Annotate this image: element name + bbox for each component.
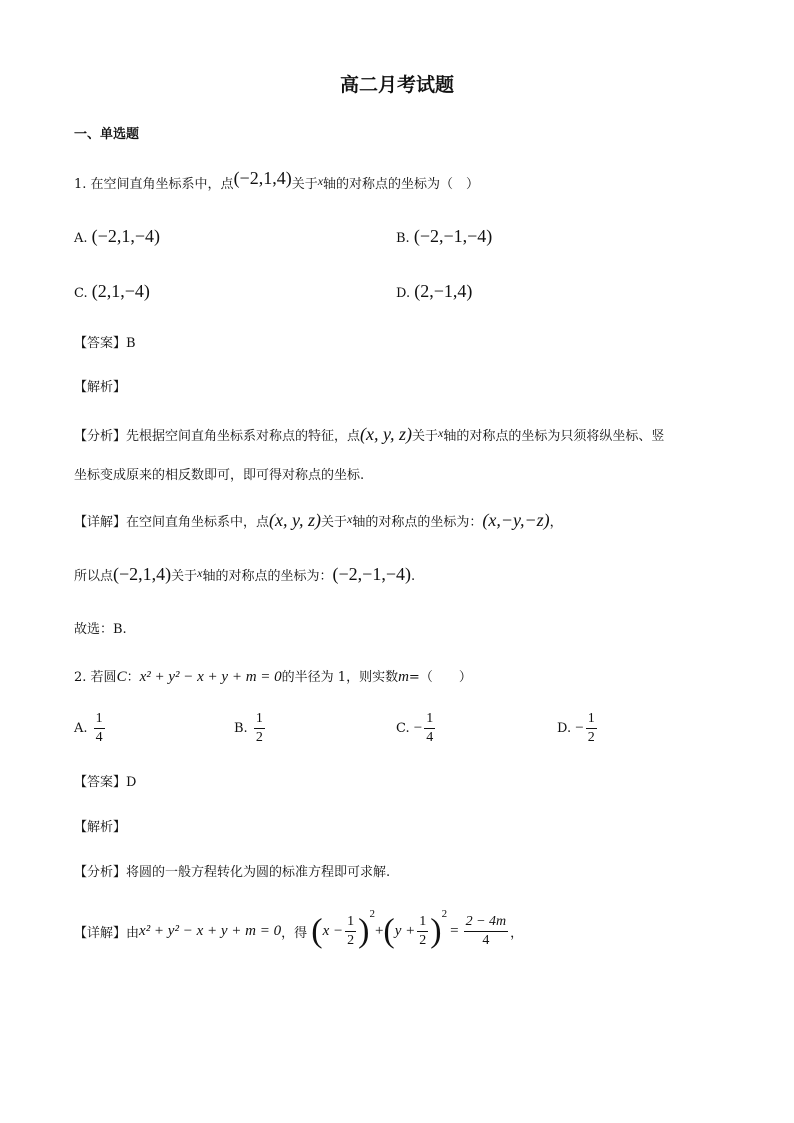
xiangjie-tag: 【详解】 <box>74 926 127 941</box>
q2-fenxi <box>74 861 390 880</box>
option-value: (−2,1,−4) <box>91 226 160 246</box>
left-paren: ( <box>311 912 323 950</box>
fraction-bar <box>94 728 105 729</box>
left-paren: ( <box>383 912 395 950</box>
option-fraction <box>94 712 105 745</box>
fraction-bar <box>464 931 509 932</box>
option-sign: − <box>575 720 584 736</box>
fraction-denominator: 4 <box>426 730 434 745</box>
option-label: B. <box>396 231 410 246</box>
q1-option-d[interactable] <box>396 281 472 302</box>
xiangjie-text: 关于 <box>321 515 348 530</box>
option-label: D. <box>557 721 572 736</box>
q2-xiangjie <box>74 908 523 949</box>
fenxi-point: (x, y, z) <box>360 424 413 444</box>
fenxi-text: 将圆的一般方程转化为圆的标准方程即可求解. <box>126 865 391 880</box>
q1-fenxi-line2: 坐标变成原来的相反数即可，即可得对称点的坐标. <box>74 468 365 483</box>
option-sign: − <box>413 720 423 736</box>
q1-fenxi-line1 <box>74 424 664 445</box>
xiangjie-text: 关于 <box>171 569 198 584</box>
square-exponent: 2 <box>369 908 375 920</box>
xiangjie-result: (x,−y,−z) <box>482 510 550 530</box>
answer-tag: 【答案】 <box>74 336 127 351</box>
xiangjie-end: ， <box>510 926 524 941</box>
right-paren: ) <box>430 912 442 950</box>
fraction-bar <box>586 728 597 729</box>
half-fraction-2 <box>417 915 428 948</box>
q1-choose: 故选：B. <box>74 622 127 637</box>
q1-option-c[interactable] <box>74 281 150 302</box>
xiangjie-point2: (−2,1,4) <box>113 564 172 584</box>
section-heading: 一、单选题 <box>74 127 140 142</box>
q2-analysis-tag: 【解析】 <box>74 820 127 835</box>
term-y-plus: y + <box>394 923 416 939</box>
q1-stem <box>74 168 480 193</box>
fraction-denominator: 2 <box>347 933 355 948</box>
q2-option-b[interactable] <box>234 712 267 745</box>
fenxi-text: 关于 <box>412 429 439 444</box>
fraction-numerator: 1 <box>419 914 427 929</box>
fraction-bar <box>417 931 428 932</box>
option-label: C. <box>396 721 410 736</box>
fraction-denominator: 4 <box>482 933 490 948</box>
q1-stem-post: 轴的对称点的坐标为（ ） <box>323 177 480 192</box>
plus-sign: + <box>374 923 384 939</box>
fraction-numerator: 1 <box>95 711 103 726</box>
fraction-numerator: 1 <box>255 711 263 726</box>
option-value: (2,−1,4) <box>414 281 473 301</box>
fraction-bar <box>345 931 356 932</box>
q1-answer <box>74 332 136 351</box>
fraction-numerator: 2 − 4m <box>465 914 507 929</box>
q2-option-c[interactable] <box>396 712 437 745</box>
square-exponent: 2 <box>441 908 448 920</box>
q1-option-b[interactable] <box>396 226 492 247</box>
q2-option-d[interactable] <box>557 712 599 745</box>
fenxi-tag: 【分析】 <box>74 429 127 444</box>
xiangjie-axis-var: x <box>347 512 353 526</box>
answer-value: B <box>126 336 136 351</box>
q1-xiangjie-line2 <box>74 564 415 585</box>
option-label: C. <box>74 286 88 301</box>
xiangjie-text: 在空间直角坐标系中，点 <box>126 515 270 530</box>
right-paren: ) <box>358 912 370 950</box>
fraction-numerator: 1 <box>347 914 355 929</box>
fraction-denominator: 4 <box>95 730 103 745</box>
option-label: B. <box>234 721 248 736</box>
fenxi-text: 先根据空间直角坐标系对称点的特征，点 <box>126 429 361 444</box>
q2-stem-mid: 的半径为 1，则实数 <box>281 670 399 685</box>
half-fraction-1 <box>345 915 356 948</box>
xiangjie-equation: x² + y² − x + y + m = 0 <box>139 923 282 939</box>
option-label: A. <box>74 721 88 736</box>
term-x-minus: x − <box>322 923 344 939</box>
q1-number: 1. <box>74 177 87 192</box>
xiangjie-axis-var2: x <box>197 566 203 580</box>
fraction-denominator: 2 <box>255 730 263 745</box>
option-value: (−2,−1,−4) <box>413 226 493 246</box>
q2-stem <box>74 666 472 686</box>
xiangjie-text: ，得 <box>281 926 308 941</box>
q2-circle-var: C <box>116 669 127 685</box>
equals-sign: = <box>450 923 459 939</box>
option-fraction <box>424 712 435 745</box>
option-value: (2,1,−4) <box>91 281 150 301</box>
option-label: A. <box>74 231 88 246</box>
fraction-denominator: 2 <box>419 933 427 948</box>
xiangjie-text: 所以点 <box>74 569 114 584</box>
q2-stem-post: =（ ） <box>408 670 472 685</box>
fenxi-tag: 【分析】 <box>74 865 127 880</box>
q1-axis-var: x <box>317 174 324 188</box>
q2-stem-colon: ： <box>126 670 140 685</box>
q1-stem-pre: 在空间直角坐标系中，点 <box>90 177 234 192</box>
fraction-denominator: 2 <box>587 730 595 745</box>
rhs-fraction <box>464 915 509 948</box>
fenxi-text: 轴的对称点的坐标为只须将纵坐标、竖 <box>443 429 665 444</box>
xiangjie-result2: (−2,−1,−4) <box>332 564 411 584</box>
q2-option-a[interactable] <box>74 712 107 745</box>
option-fraction <box>586 712 597 745</box>
xiangjie-text: . <box>410 569 416 584</box>
fraction-numerator: 1 <box>587 711 595 726</box>
option-label: D. <box>396 286 411 301</box>
q1-analysis-tag: 【解析】 <box>74 380 127 395</box>
xiangjie-text: 轴的对称点的坐标为： <box>352 515 483 530</box>
q2-answer <box>74 771 136 790</box>
q1-point: (−2,1,4) <box>233 168 292 188</box>
fenxi-axis-var: x <box>438 426 444 440</box>
xiangjie-text: 由 <box>126 926 140 941</box>
q2-m-var: m <box>398 669 409 685</box>
q1-option-a[interactable] <box>74 226 160 247</box>
fraction-numerator: 1 <box>426 711 434 726</box>
q2-stem-pre: 若圆 <box>90 670 117 685</box>
fraction-bar <box>424 728 435 729</box>
option-fraction <box>254 712 265 745</box>
q2-number: 2. <box>74 670 87 685</box>
answer-value: D <box>126 775 137 790</box>
page-title: 高二月考试题 <box>339 74 454 96</box>
answer-tag: 【答案】 <box>74 775 127 790</box>
q1-xiangjie-line1 <box>74 510 563 531</box>
xiangjie-tag: 【详解】 <box>74 515 127 530</box>
xiangjie-text: ， <box>549 515 563 530</box>
xiangjie-text: 轴的对称点的坐标为： <box>202 569 333 584</box>
q2-equation: x² + y² − x + y + m = 0 <box>139 669 282 685</box>
fraction-bar <box>254 728 265 729</box>
q1-stem-mid: 关于 <box>291 177 318 192</box>
xiangjie-point: (x, y, z) <box>269 510 322 530</box>
